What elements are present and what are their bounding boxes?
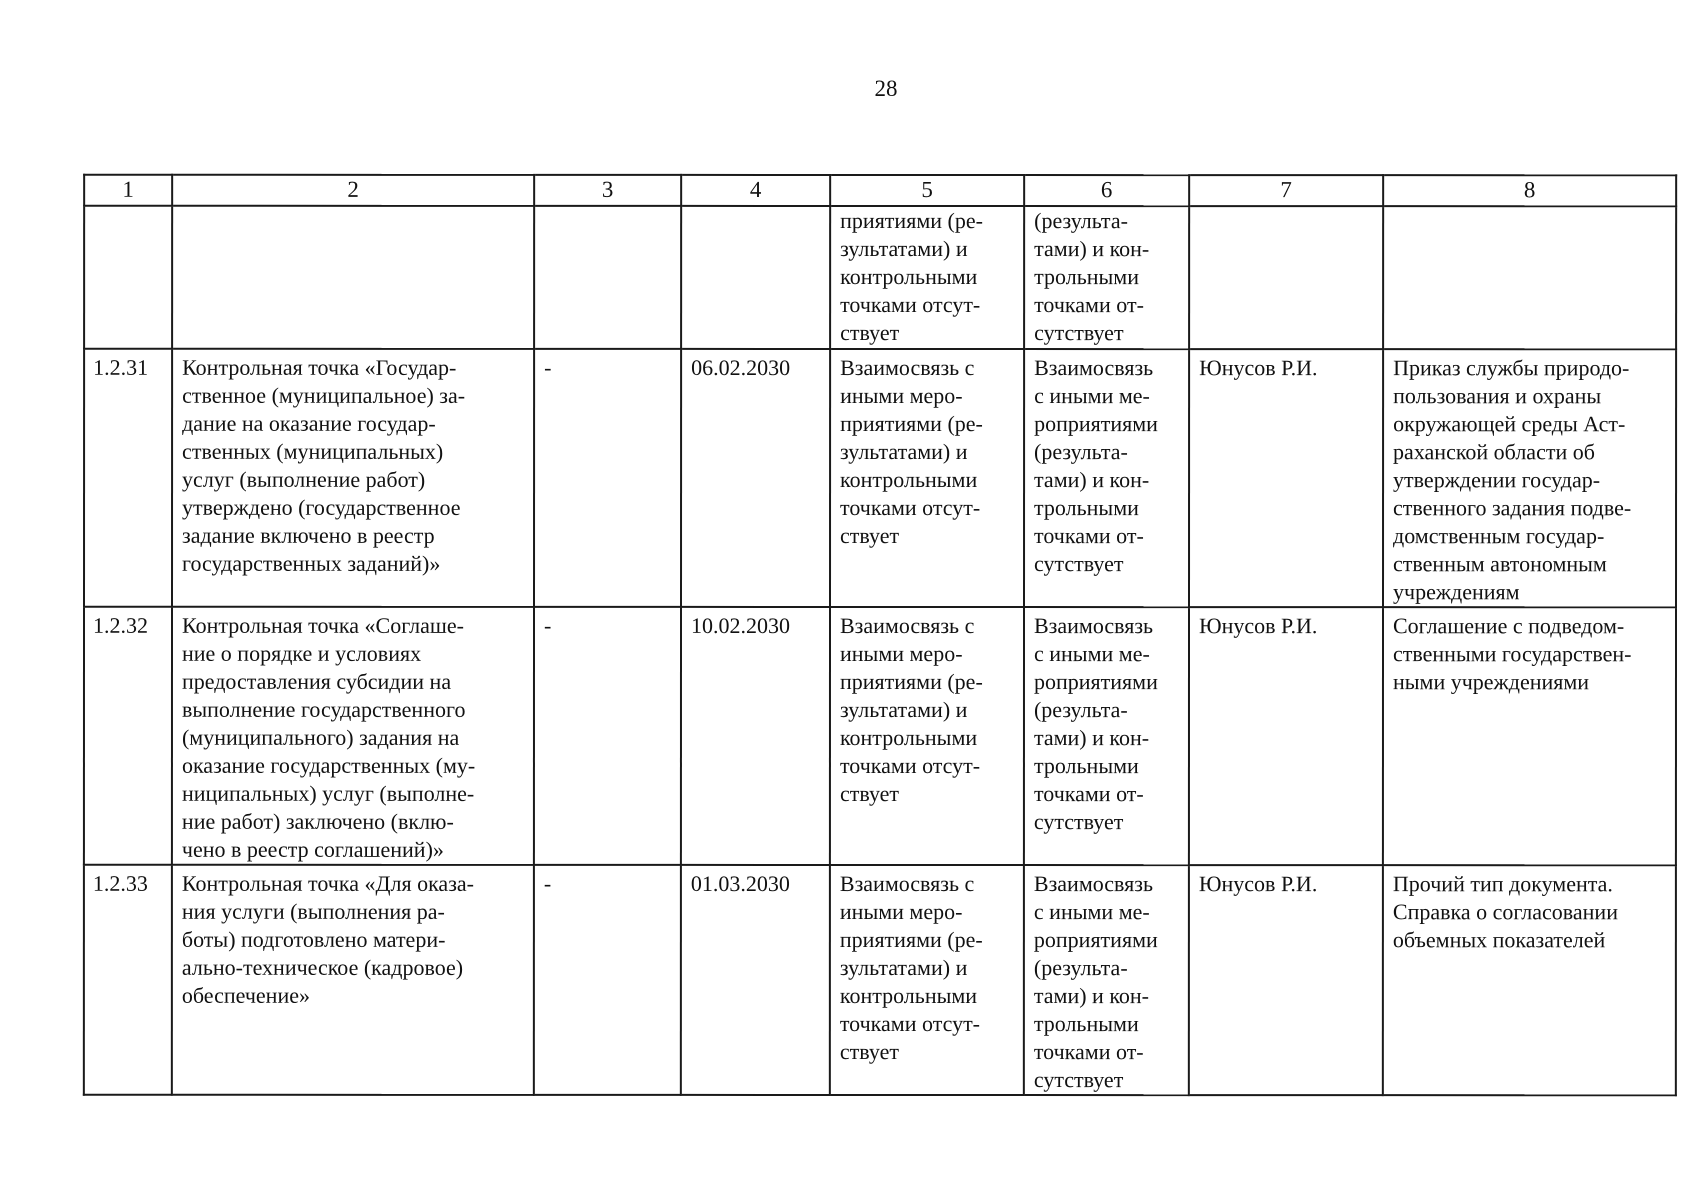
- cell-text-line: ствует: [840, 522, 900, 549]
- cell-text-line: приятиями (ре-: [840, 410, 983, 437]
- page-number: 28: [874, 76, 898, 101]
- cell-text-line: Контрольная точка «Государ-: [182, 354, 457, 380]
- cell-text-line: точками отсут-: [840, 291, 981, 318]
- cell-text-line: зультатами) и: [840, 438, 968, 465]
- cell-text-line: с иными ме-: [1033, 899, 1150, 925]
- empty-cell: [84, 206, 172, 349]
- relation-results-cell: [1024, 206, 1189, 349]
- cell-text-line: ствует: [840, 319, 900, 346]
- dash-cell: -: [534, 865, 681, 1095]
- cell-text-line: (результа-: [1034, 208, 1128, 234]
- cell-text-line: точками отсут-: [839, 752, 981, 779]
- responsible-cell: Юнусов Р.И.: [1189, 349, 1383, 607]
- cell-text-line: Взаимосвязь: [1034, 355, 1154, 381]
- cell-text-line: утверждено (государственное: [182, 494, 461, 520]
- cell-text-line: Взаимосвязь с: [840, 354, 975, 381]
- cell-text-line: ными учреждениями: [1392, 669, 1590, 695]
- control-point-name: [172, 865, 534, 1095]
- cell-text-line: ниципальных) услуг (выполне-: [181, 780, 475, 806]
- control-point-name: [172, 607, 534, 865]
- cell-text-line: Взаимосвязь: [1033, 613, 1154, 639]
- cell-text-line: ственных (муниципальных): [182, 438, 444, 464]
- cell-text-line: точками от-: [1033, 781, 1144, 807]
- cell-text-line: (результа-: [1034, 439, 1128, 465]
- relation-measures-cell: [830, 349, 1024, 607]
- cell-text-line: домственным государ-: [1393, 523, 1605, 549]
- dash-cell: -: [534, 607, 681, 865]
- document-cell: [1383, 607, 1676, 865]
- empty-cell: [1189, 206, 1383, 349]
- cell-text-line: ственное (муниципальное) за-: [182, 382, 466, 408]
- cell-text-line: дание на оказание государ-: [182, 410, 436, 436]
- cell-text-line: трольными: [1033, 753, 1139, 779]
- cell-text-line: ально-техническое (кадровое): [181, 954, 464, 980]
- cell-text-line: контрольными: [839, 982, 978, 1009]
- cell-text-line: ствует: [839, 1038, 899, 1065]
- cell-text-line: ственным автономным: [1393, 551, 1607, 577]
- cell-text-line: зультатами) и: [839, 696, 968, 723]
- row-number: 1.2.33: [84, 865, 172, 1095]
- cell-text-line: Контрольная точка «Для оказа-: [181, 870, 474, 896]
- column-header: 3: [534, 175, 681, 206]
- responsible-cell: Юнусов Р.И.: [1189, 865, 1383, 1095]
- continuation-row: [84, 206, 1676, 350]
- cell-text-line: ствует: [839, 780, 900, 807]
- dash-cell: -: [534, 349, 681, 607]
- column-header: 4: [681, 175, 830, 206]
- cell-text-line: ние о порядке и условиях: [181, 640, 422, 666]
- cell-text-line: пользования и охраны: [1393, 383, 1602, 409]
- cell-text-line: точками от-: [1033, 1039, 1144, 1065]
- cell-text-line: задание включено в реестр: [182, 522, 435, 548]
- cell-text-line: приятиями (ре-: [839, 926, 983, 953]
- cell-text-line: учреждениям: [1393, 579, 1520, 605]
- cell-text-line: оказание государственных (му-: [181, 752, 476, 778]
- cell-text-line: Контрольная точка «Соглаше-: [181, 612, 464, 638]
- table-row: [84, 607, 1676, 866]
- cell-text-line: (муниципального) задания на: [181, 724, 460, 750]
- cell-text-line: объемных показателей: [1392, 927, 1606, 953]
- date-cell: 10.02.2030: [681, 607, 830, 865]
- cell-text-line: тами) и кон-: [1033, 983, 1150, 1009]
- cell-text-line: сутствует: [1034, 320, 1124, 346]
- cell-text-line: с иными ме-: [1033, 641, 1150, 667]
- cell-text-line: услуг (выполнение работ): [182, 466, 426, 492]
- cell-text-line: трольными: [1034, 264, 1139, 290]
- empty-cell: [681, 206, 830, 349]
- document-cell: [1383, 349, 1676, 607]
- relation-results-cell: [1024, 349, 1189, 607]
- cell-text-line: приятиями (ре-: [839, 668, 983, 695]
- cell-text-line: обеспечение»: [181, 982, 311, 1008]
- relation-measures-cell: [830, 607, 1024, 865]
- cell-text-line: точками от-: [1034, 292, 1144, 318]
- table-header-row: [84, 175, 1676, 207]
- relation-measures-cell: [830, 206, 1024, 349]
- cell-text-line: точками от-: [1034, 523, 1144, 549]
- cell-text-line: Взаимосвязь с: [839, 870, 975, 897]
- empty-cell: [534, 206, 681, 349]
- cell-text-line: с иными ме-: [1034, 383, 1150, 409]
- cell-text-line: приятиями (ре-: [840, 207, 983, 234]
- cell-text-line: иными меро-: [839, 898, 963, 925]
- empty-cell: [172, 206, 534, 349]
- responsible-cell: Юнусов Р.И.: [1189, 607, 1383, 865]
- date-cell: 06.02.2030: [681, 349, 830, 607]
- cell-text-line: трольными: [1034, 495, 1139, 521]
- cell-text-line: Прочий тип документа.: [1392, 871, 1613, 897]
- cell-text-line: сутствует: [1033, 1067, 1124, 1093]
- control-points-table: [83, 174, 1677, 1097]
- cell-text-line: тами) и кон-: [1034, 467, 1150, 493]
- cell-text-line: иными меро-: [840, 382, 963, 409]
- cell-text-line: контрольными: [840, 263, 978, 290]
- column-header: 6: [1024, 175, 1189, 206]
- cell-text-line: раханской области об: [1393, 439, 1595, 465]
- cell-text-line: роприятиями: [1034, 411, 1158, 437]
- cell-text-line: сутствует: [1034, 551, 1124, 577]
- cell-text-line: ственными государствен-: [1392, 641, 1632, 667]
- cell-text-line: трольными: [1033, 1011, 1139, 1037]
- cell-text-line: предоставления субсидии на: [181, 668, 452, 694]
- column-header: 8: [1383, 175, 1676, 206]
- cell-text-line: тами) и кон-: [1033, 725, 1150, 751]
- cell-text-line: чено в реестр соглашений)»: [181, 836, 444, 862]
- cell-text-line: точками отсут-: [839, 1010, 981, 1037]
- cell-text-line: зультатами) и: [839, 954, 968, 981]
- relation-results-cell: [1024, 607, 1189, 865]
- cell-text-line: (результа-: [1033, 697, 1128, 723]
- cell-text-line: иными меро-: [839, 640, 963, 667]
- cell-text-line: сутствует: [1033, 809, 1124, 835]
- column-header: 7: [1189, 175, 1383, 206]
- cell-text-line: выполнение государственного: [181, 696, 466, 722]
- cell-text-line: контрольными: [840, 466, 978, 493]
- cell-text-line: роприятиями: [1033, 927, 1158, 953]
- cell-text-line: Взаимосвязь: [1033, 871, 1153, 897]
- cell-text-line: Соглашение с подведом-: [1392, 613, 1625, 639]
- cell-text-line: Приказ службы природо-: [1393, 355, 1630, 381]
- cell-text-line: роприятиями: [1033, 669, 1158, 695]
- relation-measures-cell: [830, 865, 1024, 1095]
- cell-text-line: ния услуги (выполнения ра-: [181, 898, 445, 924]
- cell-text-line: точками отсут-: [840, 494, 981, 521]
- cell-text-line: ственного задания подве-: [1393, 495, 1632, 521]
- column-header: 5: [830, 175, 1024, 206]
- cell-text-line: окружающей среды Аст-: [1393, 411, 1626, 437]
- cell-text-line: (результа-: [1033, 955, 1128, 981]
- row-number: 1.2.31: [84, 349, 172, 607]
- table-row: [84, 349, 1676, 608]
- control-point-name: [172, 349, 534, 607]
- cell-text-line: государственных заданий)»: [182, 550, 441, 576]
- row-number: 1.2.32: [84, 607, 172, 865]
- empty-cell: [1383, 206, 1676, 349]
- document-cell: [1383, 865, 1676, 1095]
- table-row: [84, 865, 1676, 1096]
- cell-text-line: ние работ) заключено (вклю-: [181, 808, 454, 834]
- cell-text-line: Взаимосвязь с: [839, 612, 975, 639]
- cell-text-line: контрольными: [839, 724, 978, 751]
- column-header: 2: [172, 175, 534, 206]
- cell-text-line: зультатами) и: [840, 235, 968, 262]
- cell-text-line: тами) и кон-: [1034, 236, 1150, 262]
- cell-text-line: боты) подготовлено матери-: [181, 926, 446, 952]
- cell-text-line: утверждении государ-: [1393, 467, 1601, 493]
- date-cell: 01.03.2030: [681, 865, 830, 1095]
- cell-text-line: Справка о согласовании: [1392, 899, 1619, 925]
- column-header: 1: [84, 175, 172, 206]
- relation-results-cell: [1024, 865, 1189, 1095]
